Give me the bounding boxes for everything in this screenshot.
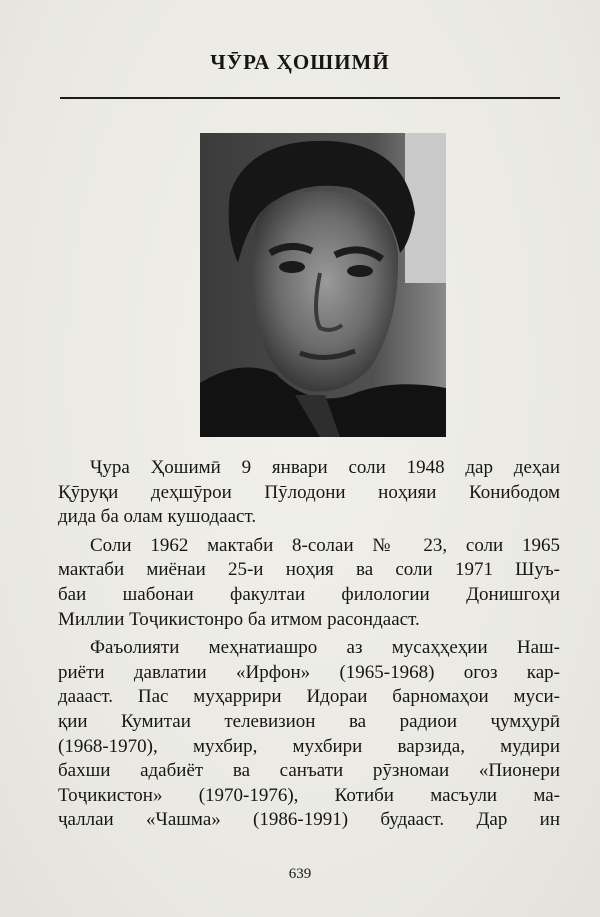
text-line: Фаъолияти меҳнатиашро аз мусаҳҳеҳии Наш- [90,637,560,659]
text-line: (1968-1970), мухбир, мухбири варзида, мудири [58,735,560,757]
text-line: ҷаллаи «Чашма» (1986-1991) будааст. Дар ин [58,809,560,831]
text-line: Ҷура Ҳошимӣ 9 январи соли 1948 дар деҳаи [90,457,560,478]
text-line: Миллии Тоҷикистонро ба итмом расондааст. [58,608,420,630]
text-line: мактаби миёнаи 25-и ноҳия ва соли 1971 Шуъ- [58,559,560,581]
biography-text [58,456,560,837]
paragraph [58,534,560,632]
text-line: баи шабонаи факултаи филологии Донишгоҳи [58,583,560,605]
paragraph [58,456,560,530]
page-number: 639 [288,866,312,882]
text-line: бахши адабиёт ва санъати рӯзномаи «Пионери [58,760,560,782]
text-line: риёти давлатии «Ирфон» (1965-1968) огоз кар- [58,661,560,683]
text-line: Қӯруқи деҳшӯрои Пӯлодони ноҳияи Конибодом [58,481,560,503]
text-line: Тоҷикистон» (1970-1976), Котиби масъули ма- [58,784,560,806]
page-title: ЧӮРА ҲОШИМӢ [210,50,390,74]
title-underline [60,97,560,99]
author-portrait [200,133,446,437]
text-line: Соли 1962 мактаби 8-солаи № 23, соли 1965 [90,534,560,556]
text-line: даааст. Пас муҳаррири Идораи барномаҳои муси- [58,686,560,708]
paragraph [58,636,560,833]
text-line: қии Кумитаи телевизион ва радиои ҷумҳурӣ [58,710,560,732]
text-line: дида ба олам кушодааст. [58,506,257,528]
